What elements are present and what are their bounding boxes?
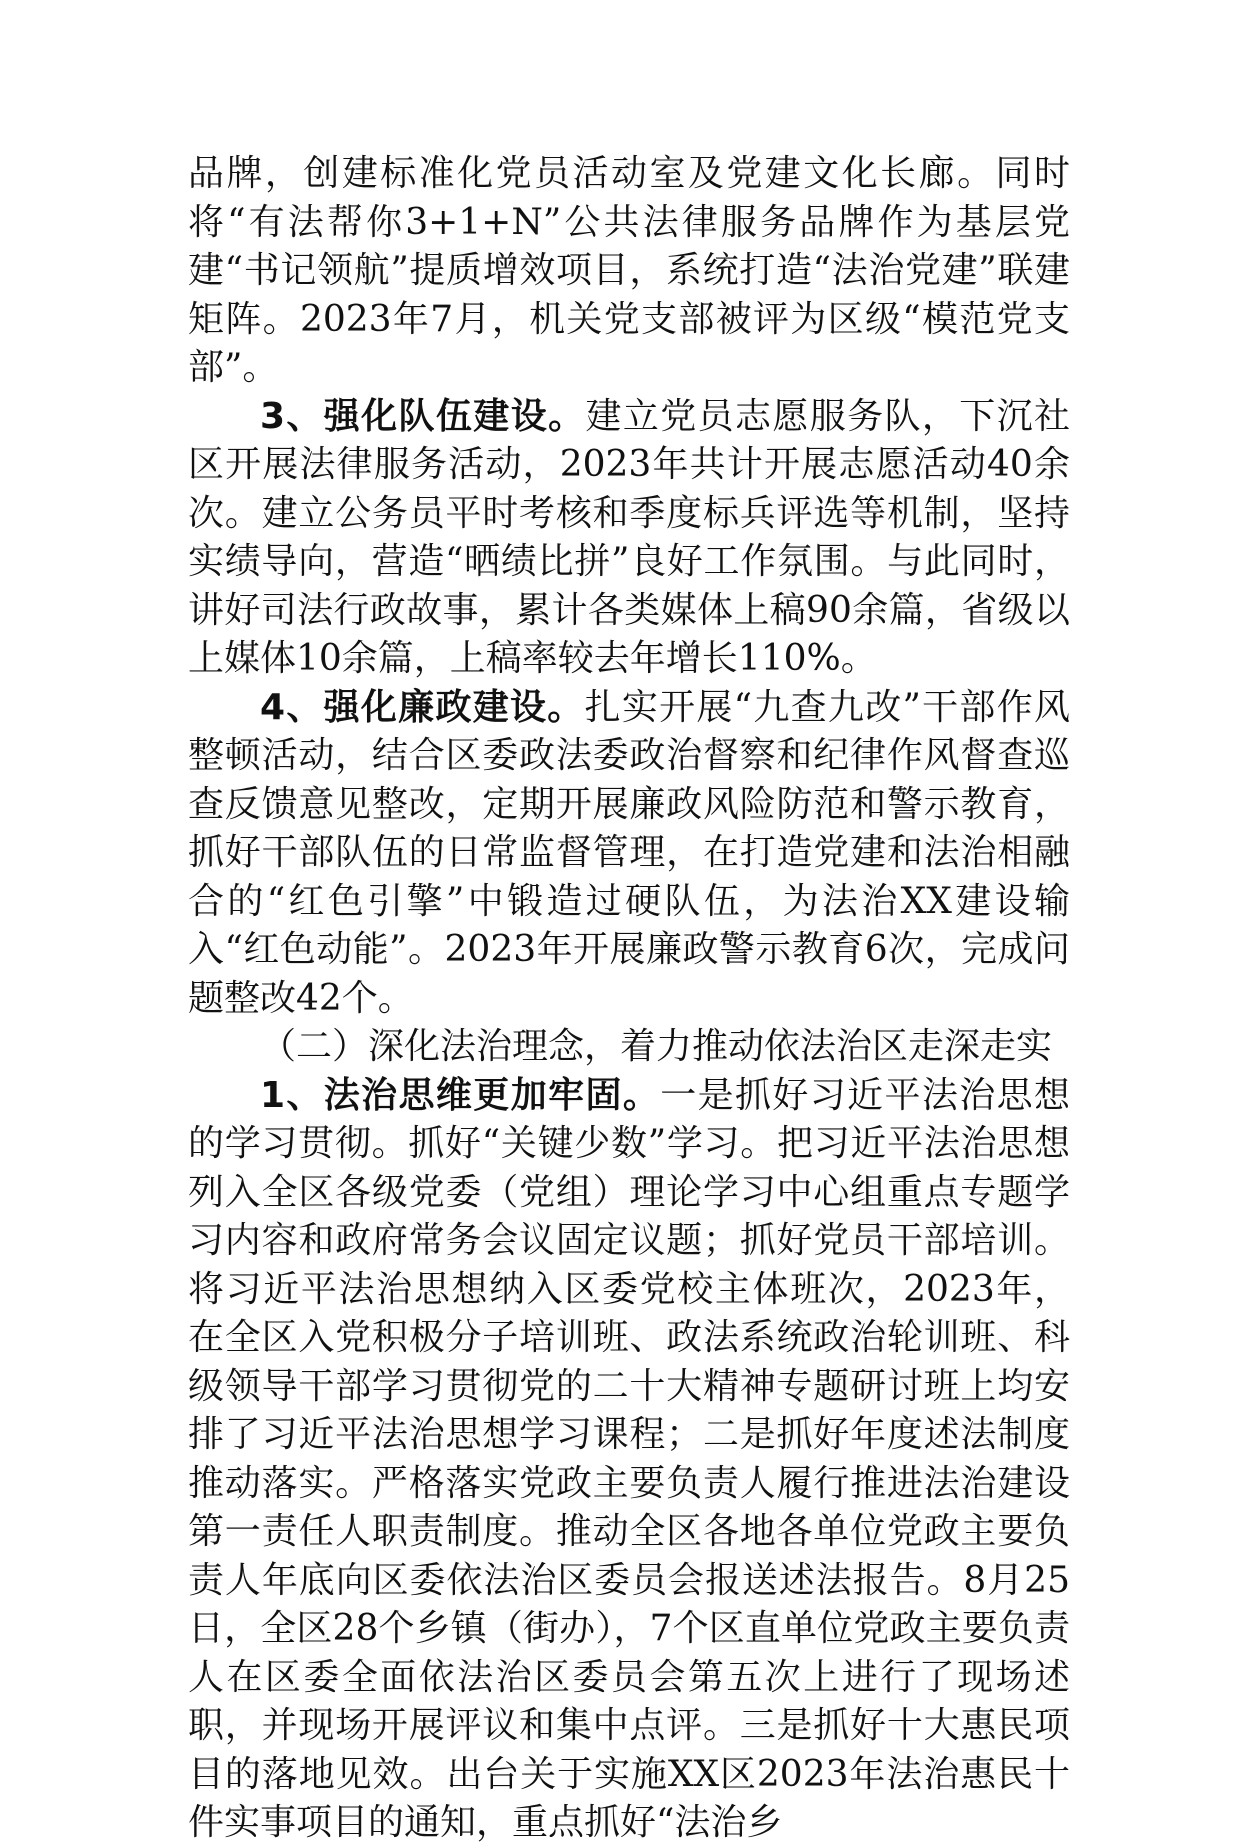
paragraph-rule-of-law-thinking-text: 一是抓好习近平法治思想的学习贯彻。抓好“关键少数”学习。把习近平法治思想列入全区各级党委（党组）理论学习中心组重点专题学习内容和政府常务会议固定议题；抓好党员干部培训。将习近平法治思想纳入区委党校主体班次，2023年，在全区入党积极分子培训班、政法系统政治轮训班、科级领导干部学习贯彻党的二十大精神专题研讨班上均安排了习近平法治思想学习课程；二是抓好年度述法制度推动落实。严格落实党政主要负责人履行推进法治建设第一责任人职责制度。推动全区各地各单位党政主要负责人年底向区委依法治区委员会报送述法报告。8月25日，全区28个乡镇（街办），7个区直单位党政主要负责人在区委全面依法治区委员会第五次上进行了现场述职，并现场开展评议和集中点评。三是抓好十大惠民项目的落地见效。出台关于实施XX区2023年法治惠民十件实事项目的通知，重点抓好“法治乡 xyxy=(188,1074,1070,1843)
paragraph-1-text: 品牌，创建标准化党员活动室及党建文化长廊。同时将“有法帮你3+1+N”公共法律服务品牌作为基层党建“书记领航”提质增效项目，系统打造“法治党建”联建矩阵。2023年7月，机关党支部被评为区级“模范党支部”。 xyxy=(188,153,1070,388)
paragraph-integrity-building xyxy=(188,684,1070,1024)
paragraph-1 xyxy=(188,150,1070,393)
section-heading xyxy=(188,1023,1070,1072)
section-heading-text: （二）深化法治理念，着力推动依法治区走深走实 xyxy=(260,1026,1053,1067)
paragraph-integrity-building-text: 扎实开展“九查九改”干部作风整顿活动，结合区委政法委政治督察和纪律作风督查巡查反馈意见整改，定期开展廉政风险防范和警示教育，抓好干部队伍的日常监督管理，在打造党建和法治相融合的“红色引擎”中锻造过硬队伍，为法治XX建设输入“红色动能”。2023年开展廉政警示教育6次，完成问题整改42个。 xyxy=(188,686,1070,1019)
paragraph-team-building-text: 建立党员志愿服务队，下沉社区开展法律服务活动，2023年共计开展志愿活动40余次。建立公务员平时考核和季度标兵评选等机制，坚持实绩导向，营造“晒绩比拼”良好工作氛围。与此同时，讲好司法行政故事，累计各类媒体上稿90余篇，省级以上媒体10余篇，上稿率较去年增长110%。 xyxy=(188,395,1070,679)
document-page xyxy=(188,150,1070,1848)
paragraph-team-building-lead: 3、强化队伍建设。 xyxy=(260,395,586,437)
paragraph-rule-of-law-thinking xyxy=(188,1072,1070,1848)
paragraph-team-building xyxy=(188,393,1070,684)
paragraph-integrity-building-lead: 4、强化廉政建设。 xyxy=(260,686,585,728)
paragraph-rule-of-law-thinking-lead: 1、法治思维更加牢固。 xyxy=(260,1074,661,1116)
